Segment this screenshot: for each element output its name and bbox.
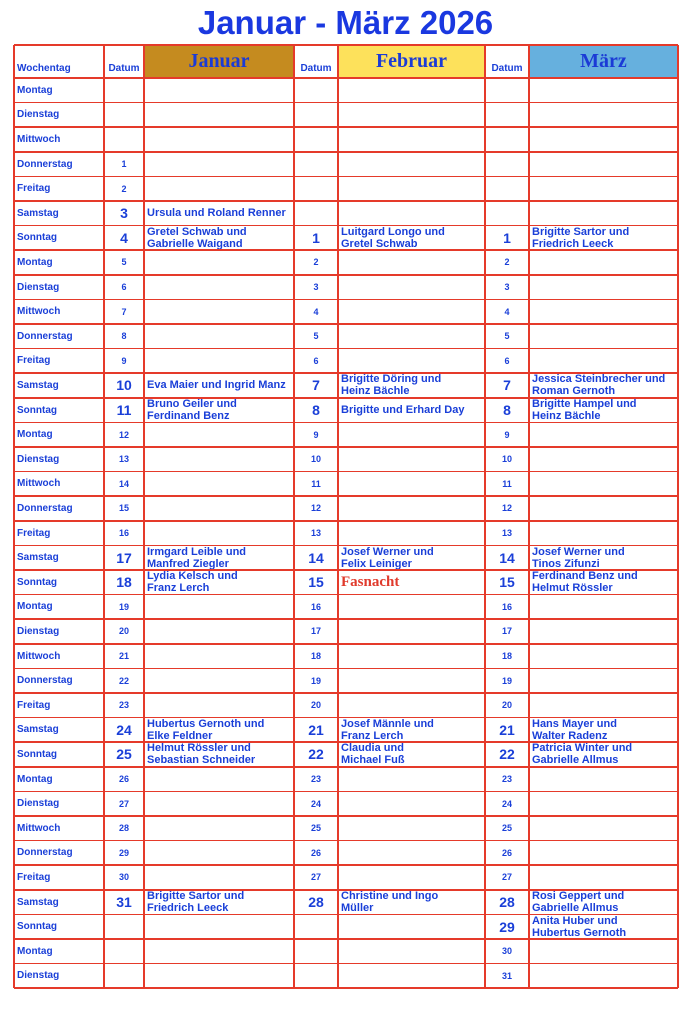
date-number: 4 — [504, 306, 510, 317]
date-number: 6 — [504, 355, 510, 366]
date-number: 23 — [118, 700, 129, 711]
event-names: Brigitte Sartor und Friedrich Leeck — [147, 890, 245, 915]
grid-line — [14, 864, 678, 866]
date-number: 14 — [499, 549, 515, 566]
weekday-cell: Dienstag — [17, 109, 60, 121]
event-names: Brigitte und Erhard Day — [341, 404, 465, 417]
weekday-cell: Montag — [17, 429, 53, 441]
date-number: 3 — [313, 282, 319, 293]
weekday-cell: Dienstag — [17, 798, 60, 810]
holiday-label: Fasnacht — [341, 574, 400, 591]
date-number: 18 — [310, 651, 321, 662]
date-number: 11 — [502, 478, 512, 489]
event-names: Brigitte Sartor und Friedrich Leeck — [532, 225, 630, 250]
header-month-januar: Januar — [144, 45, 294, 78]
weekday-cell: Dienstag — [17, 625, 60, 637]
grid-line — [293, 45, 295, 988]
date-number: 25 — [310, 823, 321, 834]
date-number: 15 — [308, 574, 324, 591]
weekday-cell: Dienstag — [17, 281, 60, 293]
weekday-cell: Sonntag — [17, 748, 57, 760]
date-number: 1 — [503, 229, 511, 246]
date-number: 7 — [312, 377, 320, 394]
grid-line — [14, 569, 678, 571]
date-number: 5 — [313, 331, 319, 342]
weekday-cell: Donnerstag — [17, 502, 73, 514]
weekday-cell: Dienstag — [17, 970, 60, 982]
grid-line — [14, 545, 678, 547]
date-number: 11 — [311, 478, 321, 489]
date-number: 13 — [501, 528, 512, 539]
grid-line — [14, 520, 678, 522]
grid-line — [14, 963, 678, 965]
weekday-cell: Sonntag — [17, 921, 57, 933]
date-number: 9 — [313, 429, 319, 440]
weekday-cell: Samstag — [17, 207, 59, 219]
date-number: 5 — [504, 331, 510, 342]
grid-line — [14, 200, 678, 202]
weekday-cell: Mittwoch — [17, 650, 61, 662]
grid-line — [143, 45, 145, 988]
event-names: Anita Huber und Hubertus Gernoth — [532, 914, 627, 939]
event-names: Claudia und Michael Fuß — [341, 742, 405, 767]
event-names: Hubertus Gernoth und Elke Feldner — [147, 717, 265, 742]
date-number: 24 — [116, 721, 132, 738]
date-number: 26 — [310, 847, 321, 858]
date-number: 14 — [118, 478, 129, 489]
grid-line — [14, 618, 678, 620]
weekday-cell: Sonntag — [17, 576, 57, 588]
date-number: 9 — [121, 355, 127, 366]
grid-line — [14, 422, 678, 424]
grid-line — [14, 717, 678, 719]
event-names: Rosi Geppert und Gabrielle Allmus — [532, 890, 625, 915]
weekday-cell: Samstag — [17, 552, 59, 564]
date-number: 17 — [310, 626, 321, 637]
date-number: 29 — [499, 918, 515, 935]
grid-line — [14, 102, 678, 104]
date-number: 8 — [503, 402, 511, 419]
weekday-cell: Freitag — [17, 355, 51, 367]
date-number: 23 — [501, 774, 512, 785]
date-number: 28 — [499, 894, 515, 911]
date-number: 22 — [499, 746, 515, 763]
event-names: Hans Mayer und Walter Radenz — [532, 717, 617, 742]
grid-line — [14, 274, 678, 276]
event-names: Eva Maier und Ingrid Manz — [147, 379, 286, 392]
date-number: 12 — [501, 503, 512, 514]
grid-line — [14, 987, 678, 989]
grid-line — [14, 77, 678, 79]
calendar-table — [14, 45, 678, 988]
date-number: 7 — [503, 377, 511, 394]
grid-line — [14, 249, 678, 251]
event-names: Jessica Steinbrecher und Roman Gernoth — [532, 373, 666, 398]
event-names: Brigitte Döring und Heinz Bächle — [341, 373, 442, 398]
date-number: 13 — [118, 454, 129, 465]
weekday-cell: Samstag — [17, 724, 59, 736]
grid-line — [14, 225, 678, 227]
date-number: 25 — [501, 823, 512, 834]
grid-line — [14, 889, 678, 891]
grid-line — [14, 840, 678, 842]
grid-line — [14, 299, 678, 301]
grid-line — [14, 594, 678, 596]
grid-line — [14, 914, 678, 916]
event-names: Josef Männle und Franz Lerch — [341, 717, 434, 742]
date-number: 21 — [308, 721, 324, 738]
weekday-cell: Donnerstag — [17, 675, 73, 687]
grid-line — [13, 45, 15, 988]
date-number: 16 — [310, 601, 321, 612]
weekday-cell: Freitag — [17, 699, 51, 711]
date-number: 31 — [501, 970, 512, 981]
date-number: 27 — [310, 872, 321, 883]
grid-line — [14, 323, 678, 325]
grid-line — [14, 348, 678, 350]
date-number: 4 — [120, 229, 128, 246]
grid-line — [528, 45, 530, 988]
date-number: 4 — [313, 306, 319, 317]
grid-line — [14, 151, 678, 153]
date-number: 2 — [504, 257, 510, 268]
date-number: 12 — [310, 503, 321, 514]
weekday-cell: Montag — [17, 601, 53, 613]
date-number: 9 — [504, 429, 510, 440]
event-names: Lydia Kelsch und Franz Lerch — [147, 570, 238, 595]
weekday-cell: Mittwoch — [17, 133, 61, 145]
date-number: 12 — [118, 429, 129, 440]
grid-line — [14, 692, 678, 694]
date-number: 7 — [121, 306, 127, 317]
date-number: 20 — [501, 700, 512, 711]
date-number: 15 — [499, 574, 515, 591]
date-number: 13 — [310, 528, 321, 539]
event-names: Christine und Ingo Müller — [341, 890, 439, 915]
date-number: 8 — [312, 402, 320, 419]
weekday-cell: Samstag — [17, 379, 59, 391]
date-number: 22 — [308, 746, 324, 763]
date-number: 26 — [501, 847, 512, 858]
date-number: 30 — [118, 872, 129, 883]
grid-line — [14, 176, 678, 178]
weekday-cell: Montag — [17, 256, 53, 268]
date-number: 31 — [116, 894, 132, 911]
date-number: 26 — [118, 774, 129, 785]
grid-line — [484, 45, 486, 988]
date-number: 10 — [501, 454, 512, 465]
weekday-cell: Mittwoch — [17, 478, 61, 490]
grid-line — [14, 446, 678, 448]
date-number: 28 — [118, 823, 129, 834]
date-number: 18 — [501, 651, 512, 662]
date-number: 17 — [116, 549, 132, 566]
grid-line — [14, 126, 678, 128]
grid-line — [14, 668, 678, 670]
grid-line — [14, 815, 678, 817]
grid-line — [14, 44, 678, 46]
date-number: 19 — [118, 601, 129, 612]
grid-line — [677, 45, 679, 988]
event-names: Ursula und Roland Renner — [147, 207, 286, 220]
header-date: Datum — [491, 63, 523, 74]
grid-line — [103, 45, 105, 988]
date-number: 25 — [116, 746, 132, 763]
weekday-cell: Samstag — [17, 896, 59, 908]
date-number: 21 — [118, 651, 129, 662]
date-number: 30 — [501, 946, 512, 957]
event-names: Luitgard Longo und Gretel Schwab — [341, 225, 445, 250]
weekday-cell: Montag — [17, 773, 53, 785]
date-number: 6 — [313, 355, 319, 366]
date-number: 19 — [310, 675, 321, 686]
weekday-cell: Donnerstag — [17, 158, 73, 170]
date-number: 19 — [501, 675, 512, 686]
grid-line — [14, 471, 678, 473]
date-number: 20 — [118, 626, 129, 637]
date-number: 22 — [118, 675, 129, 686]
date-number: 18 — [116, 574, 132, 591]
event-names: Ferdinand Benz und Helmut Rössler — [532, 570, 638, 595]
date-number: 5 — [121, 257, 127, 268]
header-weekday: Wochentag — [17, 63, 71, 74]
grid-line — [14, 397, 678, 399]
grid-line — [337, 45, 339, 988]
header-month-februar: Februar — [338, 45, 485, 78]
date-number: 24 — [310, 798, 321, 809]
date-number: 20 — [310, 700, 321, 711]
date-number: 10 — [116, 377, 132, 394]
date-number: 16 — [501, 601, 512, 612]
event-names: Brigitte Hampel und Heinz Bächle — [532, 398, 637, 423]
date-number: 6 — [121, 282, 127, 293]
header-date: Datum — [300, 63, 332, 74]
weekday-cell: Donnerstag — [17, 330, 73, 342]
event-names: Josef Werner und Felix Leiniger — [341, 545, 434, 570]
event-names: Josef Werner und Tinos Zifunzi — [532, 545, 625, 570]
grid-line — [14, 643, 678, 645]
date-number: 1 — [312, 229, 320, 246]
date-number: 24 — [501, 798, 512, 809]
date-number: 2 — [121, 183, 127, 194]
date-number: 8 — [121, 331, 127, 342]
weekday-cell: Freitag — [17, 527, 51, 539]
date-number: 21 — [499, 721, 515, 738]
weekday-cell: Donnerstag — [17, 847, 73, 859]
event-names: Helmut Rössler und Sebastian Schneider — [147, 742, 256, 767]
date-number: 29 — [118, 847, 129, 858]
date-number: 11 — [116, 402, 132, 419]
grid-line — [14, 372, 678, 374]
weekday-cell: Mittwoch — [17, 822, 61, 834]
weekday-cell: Mittwoch — [17, 306, 61, 318]
weekday-cell: Sonntag — [17, 404, 57, 416]
date-number: 2 — [313, 257, 319, 268]
weekday-cell: Freitag — [17, 871, 51, 883]
grid-line — [14, 766, 678, 768]
date-number: 27 — [501, 872, 512, 883]
event-names: Irmgard Leible und Manfred Ziegler — [147, 545, 247, 570]
event-names: Gretel Schwab und Gabrielle Waigand — [147, 225, 247, 250]
weekday-cell: Freitag — [17, 183, 51, 195]
header-month-märz: März — [529, 45, 678, 78]
weekday-cell: Montag — [17, 945, 53, 957]
date-number: 14 — [308, 549, 324, 566]
date-number: 15 — [118, 503, 129, 514]
date-number: 17 — [501, 626, 512, 637]
grid-line — [14, 791, 678, 793]
grid-line — [14, 495, 678, 497]
date-number: 23 — [310, 774, 321, 785]
page-title: Januar - März 2026 — [197, 4, 494, 41]
weekday-cell: Sonntag — [17, 232, 57, 244]
weekday-cell: Montag — [17, 84, 53, 96]
header-date: Datum — [108, 63, 140, 74]
date-number: 3 — [120, 205, 128, 222]
event-names: Patricia Winter und Gabrielle Allmus — [532, 742, 633, 767]
date-number: 27 — [118, 798, 129, 809]
date-number: 1 — [121, 159, 127, 170]
date-number: 16 — [118, 528, 129, 539]
event-names: Bruno Geiler und Ferdinand Benz — [147, 398, 237, 423]
grid-line — [14, 741, 678, 743]
grid-line — [14, 938, 678, 940]
date-number: 3 — [504, 282, 510, 293]
date-number: 10 — [310, 454, 321, 465]
date-number: 28 — [308, 894, 324, 911]
weekday-cell: Dienstag — [17, 453, 60, 465]
